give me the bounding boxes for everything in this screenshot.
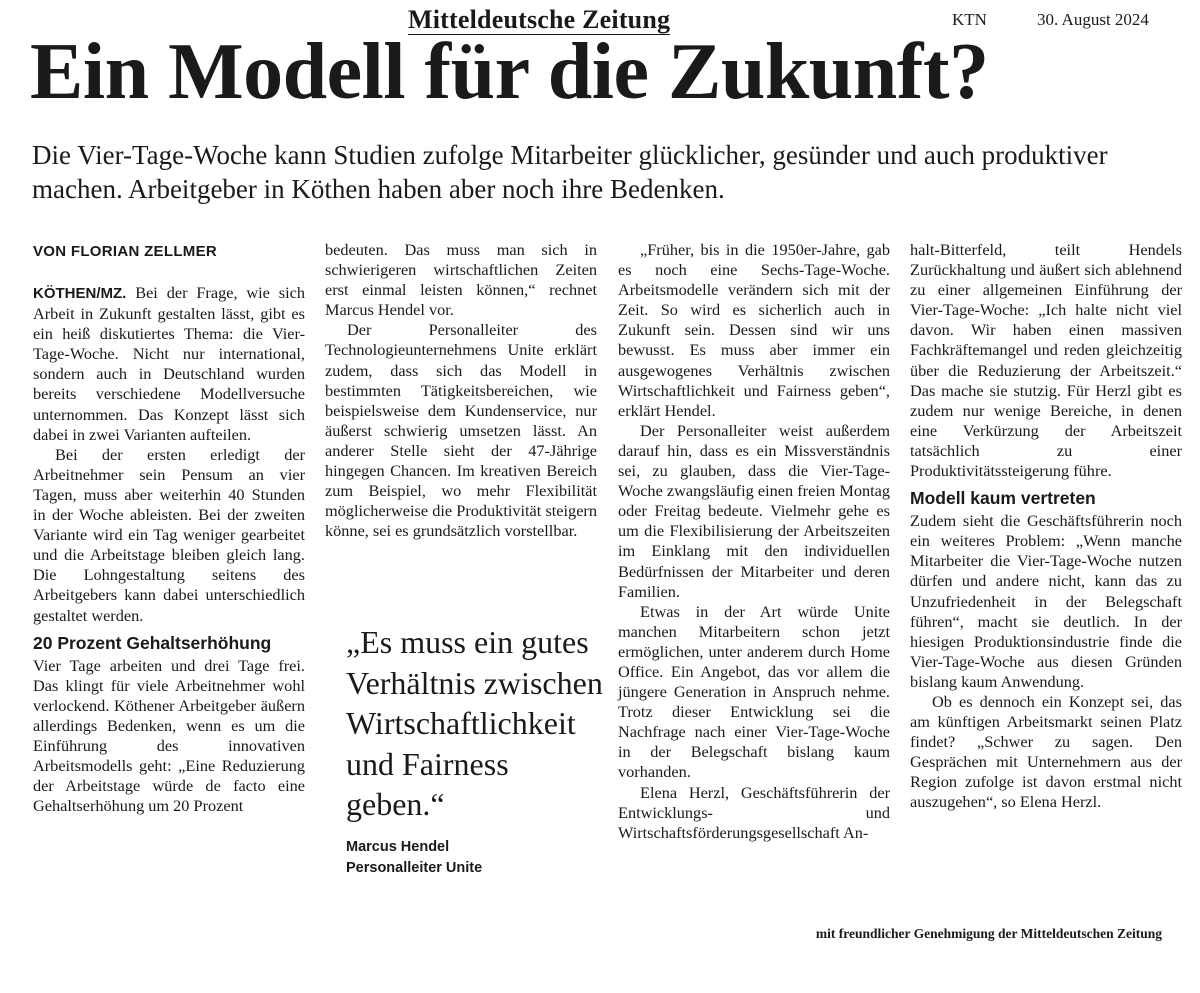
dateline: KÖTHEN/MZ. [33, 285, 127, 302]
paragraph: Zudem sieht die Geschäftsführerin noch ein weiteres Problem: „Wenn manche Mitarbeiter die Vier-Tage-Woche nutzen dürfen und andere nicht, kann das zu Unzufriedenheit in der Belegschaft führen“, macht sie deutlich. In der hiesigen Produktionsindustrie finde die Vier-Tage-Woche aus diesen Gründen bislang kaum Anwendung. [910, 511, 1182, 691]
paragraph: Etwas in der Art würde Unite manchen Mitarbeitern schon jetzt ermöglichen, unter anderem durch Home Office. Ein Angebot, das vor allem die jüngere Generation in Anspruch nehme. Trotz dieser Entwicklung sei die Nachfrage nach einer Vier-Tage-Woche in der Belegschaft bislang kaum vorhanden. [618, 601, 890, 782]
masthead: Mitteldeutsche Zeitung [408, 5, 671, 34]
publication-date: 30. August 2024 [1037, 10, 1149, 29]
article-column-2 [325, 240, 597, 541]
paragraph-text: Bei der Frage, wie sich Arbeit in Zukunft gestalten lässt, gibt es ein heiß diskutiertes Thema: die Vier-Tage-Woche. Nicht nur international, sondern auch in Deutschland wurden bereits verschiedene Modellversuche unternommen. Das Konzept lässt sich dabei in zwei Varianten aufteilen. [33, 283, 305, 444]
paragraph: Bei der ersten erledigt der Arbeitnehmer sein Pensum an vier Tagen, muss aber weiterhin 40 Stunden in der Woche ableisten. Bei der zweiten Variante wird ein Tag weniger gearbeitet und die Arbeitstage bleiben gleich lang. Die Lohngestaltung seitens des Arbeitgebers kann dabei unterschiedlich gestaltet werden. [33, 444, 305, 625]
article-column-1 [33, 240, 305, 816]
byline: VON FLORIAN ZELLMER [33, 243, 218, 260]
paragraph-continued: halt-Bitterfeld, teilt Hendels Zurückhaltung und äußert sich ablehnend zu einer allgemeinen Einführung der Vier-Tage-Woche: „Ich halte nicht viel davon. Wir haben einen massiven Fachkräftemangel und reden gleichzeitig über die Reduzierung der Arbeitszeit.“ Das mache sie stutzig. Für Herzl gibt es zudem nur wenige Bereiche, in denen eine Verkürzung der Arbeitszeit tatsächlich zu einer Produktivitätssteigerung führe. [910, 240, 1182, 481]
paragraph: Vier Tage arbeiten und drei Tage frei. Das klingt für viele Arbeitnehmer wohl verlockend. Köthener Arbeitgeber äußern allerdings Bedenken, wenn es um die Einführung des innovativen Arbeitsmodells geht: „Eine Reduzierung der Arbeitstage würde de facto eine Gehaltserhöhung um 20 Prozent [33, 655, 305, 816]
paragraph: Der Personalleiter weist außerdem darauf hin, dass es ein Missverständnis sei, zu glauben, dass die Vier-Tage-Woche zwangsläufig einen freien Montag oder Freitag bedeute. Vielmehr gehe es um die Flexibilisierung der Arbeitszeiten im Einklang mit den individuellen Bedürfnissen der Mitarbeiter und deren Familien. [618, 420, 890, 601]
edition-code: KTN [952, 10, 987, 29]
paragraph-continued: bedeuten. Das muss man sich in schwierigeren wirtschaftlichen Zeiten erst einmal leisten können,“ rechnet Marcus Hendel vor. [325, 240, 597, 320]
reprint-credit: mit freundlicher Genehmigung der Mitteldeutschen Zeitung [815, 926, 1162, 941]
headline: Ein Modell für die Zukunft? [30, 28, 989, 116]
pull-quote-text: „Es muss ein gutes Verhältnis zwischen Wirtschaftlichkeit und Fairness geben.“ [346, 624, 603, 822]
paragraph: Elena Herzl, Geschäftsführerin der Entwicklungs- und Wirtschaftsförderungsgesellschaft An- [618, 782, 890, 842]
article-column-3 [618, 240, 890, 843]
pull-quote [346, 622, 608, 879]
article-column-4 [910, 240, 1182, 813]
paragraph: Der Personalleiter des Technologieunternehmens Unite erklärt zudem, dass sich das Modell in bestimmten Tätigkeitsbereichen, wie beispielsweise dem Kundenservice, nur äußerst schwierig umsetzen lässt. An anderer Stelle sieht der 47-Jährige hingegen Chancen. Im kreativen Bereich zum Beispiel, wo mehr Flexibilität möglicherweise die Produktivität steigern könne, sei es grundsätzlich vorstellbar. [325, 320, 597, 541]
pull-quote-name: Marcus Hendel [346, 838, 450, 855]
subheading: Modell kaum vertreten [910, 488, 1096, 509]
subheading: 20 Prozent Gehaltserhöhung [33, 632, 272, 653]
pull-quote-role: Personalleiter Unite [346, 859, 483, 876]
paragraph: „Früher, bis in die 1950er-Jahre, gab es noch eine Sechs-Tage-Woche. Arbeitsmodelle verändern sich mit der Zeit. So wird es sicherlich auch in Zukunft sein. Dessen sind wir uns bewusst. Es muss aber immer ein ausgewogenes Verhältnis zwischen Wirtschaftlichkeit und Fairness geben“, erklärt Hendel. [618, 240, 890, 420]
paragraph: Ob es dennoch ein Konzept sei, das am künftigen Arbeitsmarkt seinen Platz findet? „Schwer zu sagen. Den Gesprächen mit Unternehmern aus der Region zufolge ist davon erstmal nicht auszugehen“, so Elena Herzl. [910, 691, 1182, 812]
standfirst: Die Vier-Tage-Woche kann Studien zufolge Mitarbeiter glücklicher, gesünder und auch produktiver machen. Arbeitgeber in Köthen haben aber noch ihre Bedenken. [32, 140, 1108, 204]
paragraph-intro [33, 283, 305, 445]
